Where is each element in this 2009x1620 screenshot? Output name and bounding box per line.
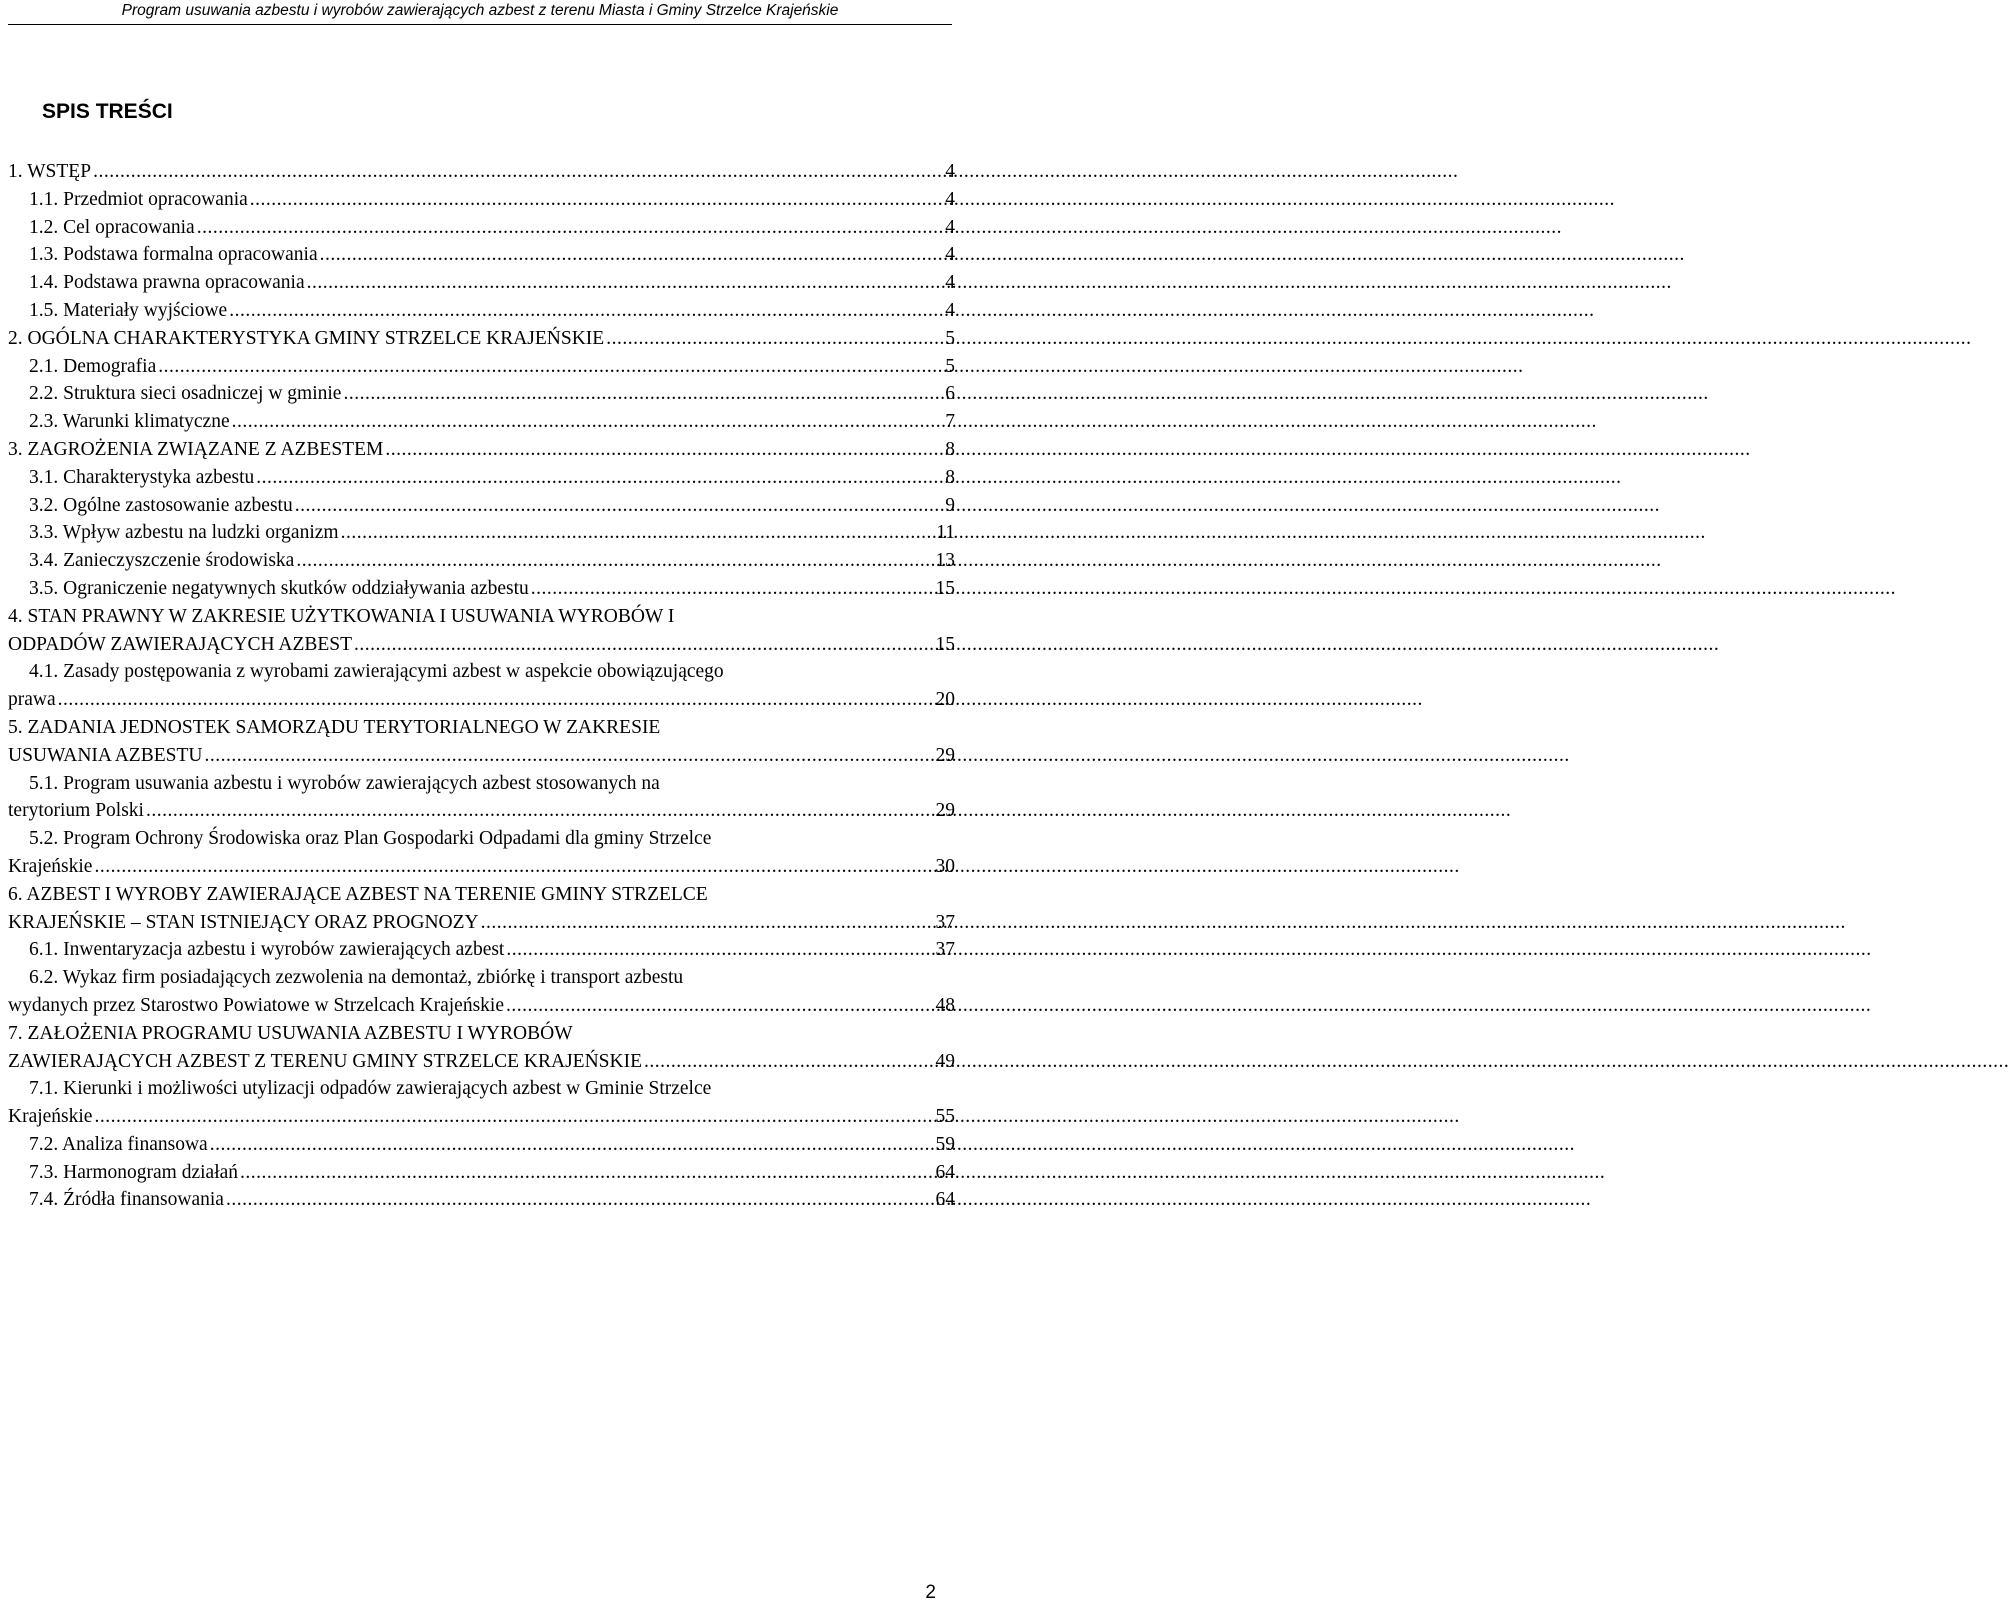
table-of-contents — [8, 158, 955, 1214]
toc-entry-text: 2.1. Demografia — [29, 355, 157, 377]
toc-entry[interactable] — [8, 881, 955, 937]
toc-entry-page: 15 — [935, 633, 955, 655]
toc-entry[interactable] — [8, 492, 955, 520]
toc-entry-page: 5 — [945, 327, 955, 349]
toc-entry-text: 2. OGÓLNA CHARAKTERYSTYKA GMINY STRZELCE KRAJEŃSKIE — [8, 327, 605, 349]
toc-entry-text: 3.4. Zanieczyszczenie środowiska — [29, 550, 295, 572]
toc-entry[interactable] — [8, 770, 955, 826]
toc-entry-text: KRAJEŃSKIE – STAN ISTNIEJĄCY ORAZ PROGNOZY — [8, 911, 479, 933]
toc-entry[interactable] — [8, 825, 955, 881]
toc-entry-text: 3.2. Ogólne zastosowanie azbestu — [29, 494, 293, 516]
toc-entry[interactable] — [8, 436, 955, 464]
toc-entry-text: 7. ZAŁOŻENIA PROGRAMU USUWANIA AZBESTU I WYROBÓW — [8, 1022, 573, 1044]
toc-entry[interactable] — [8, 1075, 955, 1131]
toc-entry-text: Krajeńskie — [8, 1106, 93, 1128]
toc-entry-page: 30 — [935, 855, 955, 877]
dot-leader — [250, 186, 943, 214]
dot-leader — [385, 436, 943, 464]
dot-leader — [204, 742, 933, 770]
toc-entry-text: 6.1. Inwentaryzacja azbestu i wyrobów zawierających azbest — [29, 939, 505, 961]
dot-leader — [481, 909, 934, 937]
dot-leader — [58, 686, 934, 714]
toc-entry[interactable] — [8, 464, 955, 492]
dot-leader — [158, 353, 943, 381]
toc-entry-text: 4.1. Zasady postępowania z wyrobami zawierającymi azbest w aspekcie obowiązującego — [29, 661, 724, 683]
dot-leader — [296, 547, 933, 575]
toc-entry-text: terytorium Polski — [8, 800, 144, 822]
toc-entry-page: 11 — [936, 522, 955, 544]
toc-entry-text: 5. ZADANIA JEDNOSTEK SAMORZĄDU TERYTORIALNEGO W ZAKRESIE — [8, 716, 661, 738]
toc-entry-text: 3. ZAGROŻENIA ZWIĄZANE Z AZBESTEM — [8, 438, 384, 460]
toc-entry-text: 2.2. Struktura sieci osadniczej w gminie — [29, 383, 342, 405]
toc-entry[interactable] — [8, 519, 955, 547]
dot-leader — [531, 575, 934, 603]
toc-entry-page: 29 — [935, 800, 955, 822]
toc-entry-page: 4 — [945, 244, 955, 266]
toc-entry-text: USUWANIA AZBESTU — [8, 744, 203, 766]
toc-entry-page: 7 — [945, 411, 955, 433]
toc-entry[interactable] — [8, 714, 955, 770]
dot-leader — [256, 464, 943, 492]
dot-leader — [94, 853, 933, 881]
dot-leader — [240, 1159, 933, 1187]
dot-leader — [232, 408, 944, 436]
toc-entry-text: 1. WSTĘP — [8, 161, 92, 182]
toc-entry-page: 55 — [935, 1106, 955, 1128]
toc-entry-page: 20 — [935, 689, 955, 711]
dot-leader — [606, 325, 943, 353]
toc-entry-page: 6 — [945, 383, 955, 405]
toc-entry-text: 5.2. Program Ochrony Środowiska oraz Plan Gospodarki Odpadami dla gminy Strzelce — [29, 828, 712, 850]
toc-entry-page: 29 — [935, 744, 955, 766]
toc-entry[interactable] — [8, 380, 955, 408]
toc-entry[interactable] — [8, 1186, 955, 1214]
toc-entry[interactable] — [8, 297, 955, 325]
document-page — [0, 0, 960, 1620]
toc-entry-text: Krajeńskie — [8, 855, 93, 877]
toc-entry-page: 13 — [935, 550, 955, 572]
toc-entry-text: 1.2. Cel opracowania — [29, 216, 195, 238]
toc-entry-page: 9 — [945, 494, 955, 516]
toc-entry[interactable] — [8, 186, 955, 214]
toc-entry-text: 1.4. Podstawa prawna opracowania — [29, 272, 305, 294]
toc-entry-page: 4 — [945, 272, 955, 294]
toc-entry-text: 7.2. Analiza finansowa — [29, 1133, 208, 1155]
toc-entry-text: 5.1. Program usuwania azbestu i wyrobów zawierających azbest stosowanych na — [29, 772, 660, 794]
toc-entry-text: 6.2. Wykaz firm posiadających zezwolenia na demontaż, zbiórkę i transport azbestu — [29, 967, 684, 989]
dot-leader — [506, 992, 933, 1020]
toc-entry-text: 7.1. Kierunki i możliwości utylizacji odpadów zawierających azbest w Gminie Strzelce — [29, 1078, 712, 1100]
toc-entry-text: ODPADÓW ZAWIERAJĄCYCH AZBEST — [8, 633, 353, 655]
toc-entry-page: 64 — [935, 1189, 955, 1211]
toc-entry-page: 64 — [935, 1161, 955, 1183]
dot-leader — [320, 241, 944, 269]
toc-entry-page: 5 — [945, 355, 955, 377]
toc-entry[interactable] — [8, 325, 955, 353]
running-header: Program usuwania azbestu i wyrobów zawierających azbest z terenu Miasta i Gminy Strzelce Krajeńskie — [8, 2, 952, 25]
dot-leader — [295, 492, 944, 520]
toc-entry[interactable] — [8, 241, 955, 269]
dot-leader — [343, 380, 943, 408]
toc-entry-text: 6. AZBEST I WYROBY ZAWIERAJĄCE AZBEST NA TERENIE GMINY STRZELCE — [8, 883, 708, 905]
toc-entry-text: 3.5. Ograniczenie negatywnych skutków oddziaływania azbestu — [29, 577, 529, 599]
toc-entry-page: 59 — [935, 1133, 955, 1155]
toc-entry-page: 4 — [945, 299, 955, 321]
toc-entry-text: ZAWIERAJĄCYCH AZBEST Z TERENU GMINY STRZELCE KRAJEŃSKIE — [8, 1050, 642, 1072]
toc-entry[interactable] — [8, 936, 955, 964]
dot-leader — [354, 631, 933, 659]
toc-entry-page: 37 — [935, 939, 955, 961]
toc-entry[interactable] — [8, 408, 955, 436]
toc-entry-page: 15 — [935, 577, 955, 599]
dot-leader — [93, 158, 943, 186]
dot-leader — [307, 269, 944, 297]
toc-entry[interactable] — [8, 575, 955, 603]
dot-leader — [210, 1131, 934, 1159]
toc-entry-page: 8 — [945, 466, 955, 488]
toc-entry-text: 3.3. Wpływ azbestu na ludzki organizm — [29, 522, 339, 544]
toc-entry-text: 1.3. Podstawa formalna opracowania — [29, 244, 318, 266]
toc-entry[interactable] — [8, 1131, 955, 1159]
dot-leader — [341, 519, 935, 547]
dot-leader — [506, 936, 933, 964]
toc-entry[interactable] — [8, 603, 955, 659]
toc-entry-text: wydanych przez Starostwo Powiatowe w Strzelcach Krajeńskie — [8, 994, 505, 1016]
toc-entry[interactable] — [8, 158, 955, 186]
toc-entry-page: 4 — [945, 161, 955, 182]
dot-leader — [197, 214, 944, 242]
toc-entry[interactable] — [8, 353, 955, 381]
page-number: 2 — [925, 1582, 936, 1603]
toc-entry-page: 4 — [945, 188, 955, 210]
toc-entry[interactable] — [8, 547, 955, 575]
toc-entry-text: 3.1. Charakterystyka azbestu — [29, 466, 255, 488]
toc-entry-page: 8 — [945, 438, 955, 460]
toc-title: SPIS TREŚCI — [42, 100, 173, 123]
toc-entry-text: 7.3. Harmonogram działań — [29, 1161, 239, 1183]
toc-entry-text: 1.5. Materiały wyjściowe — [29, 299, 228, 321]
toc-entry[interactable] — [8, 1020, 955, 1076]
toc-entry-text: 2.3. Warunki klimatyczne — [29, 411, 230, 433]
toc-entry-page: 37 — [935, 911, 955, 933]
toc-entry-text: 4. STAN PRAWNY W ZAKRESIE UŻYTKOWANIA I USUWANIA WYROBÓW I — [8, 605, 675, 627]
toc-entry-text: 1.1. Przedmiot opracowania — [29, 188, 248, 210]
toc-entry-text: prawa — [8, 689, 56, 711]
toc-entry[interactable] — [8, 214, 955, 242]
dot-leader — [146, 797, 934, 825]
toc-entry-page: 48 — [935, 994, 955, 1016]
toc-entry[interactable] — [8, 964, 955, 1020]
toc-entry[interactable] — [8, 269, 955, 297]
dot-leader — [644, 1048, 934, 1076]
dot-leader — [226, 1186, 934, 1214]
toc-entry-text: 7.4. Źródła finansowania — [29, 1189, 224, 1211]
toc-entry-page: 4 — [945, 216, 955, 238]
dot-leader — [94, 1103, 933, 1131]
toc-entry-page: 49 — [935, 1050, 955, 1072]
toc-entry[interactable] — [8, 1159, 955, 1187]
toc-entry[interactable] — [8, 658, 955, 714]
dot-leader — [229, 297, 943, 325]
